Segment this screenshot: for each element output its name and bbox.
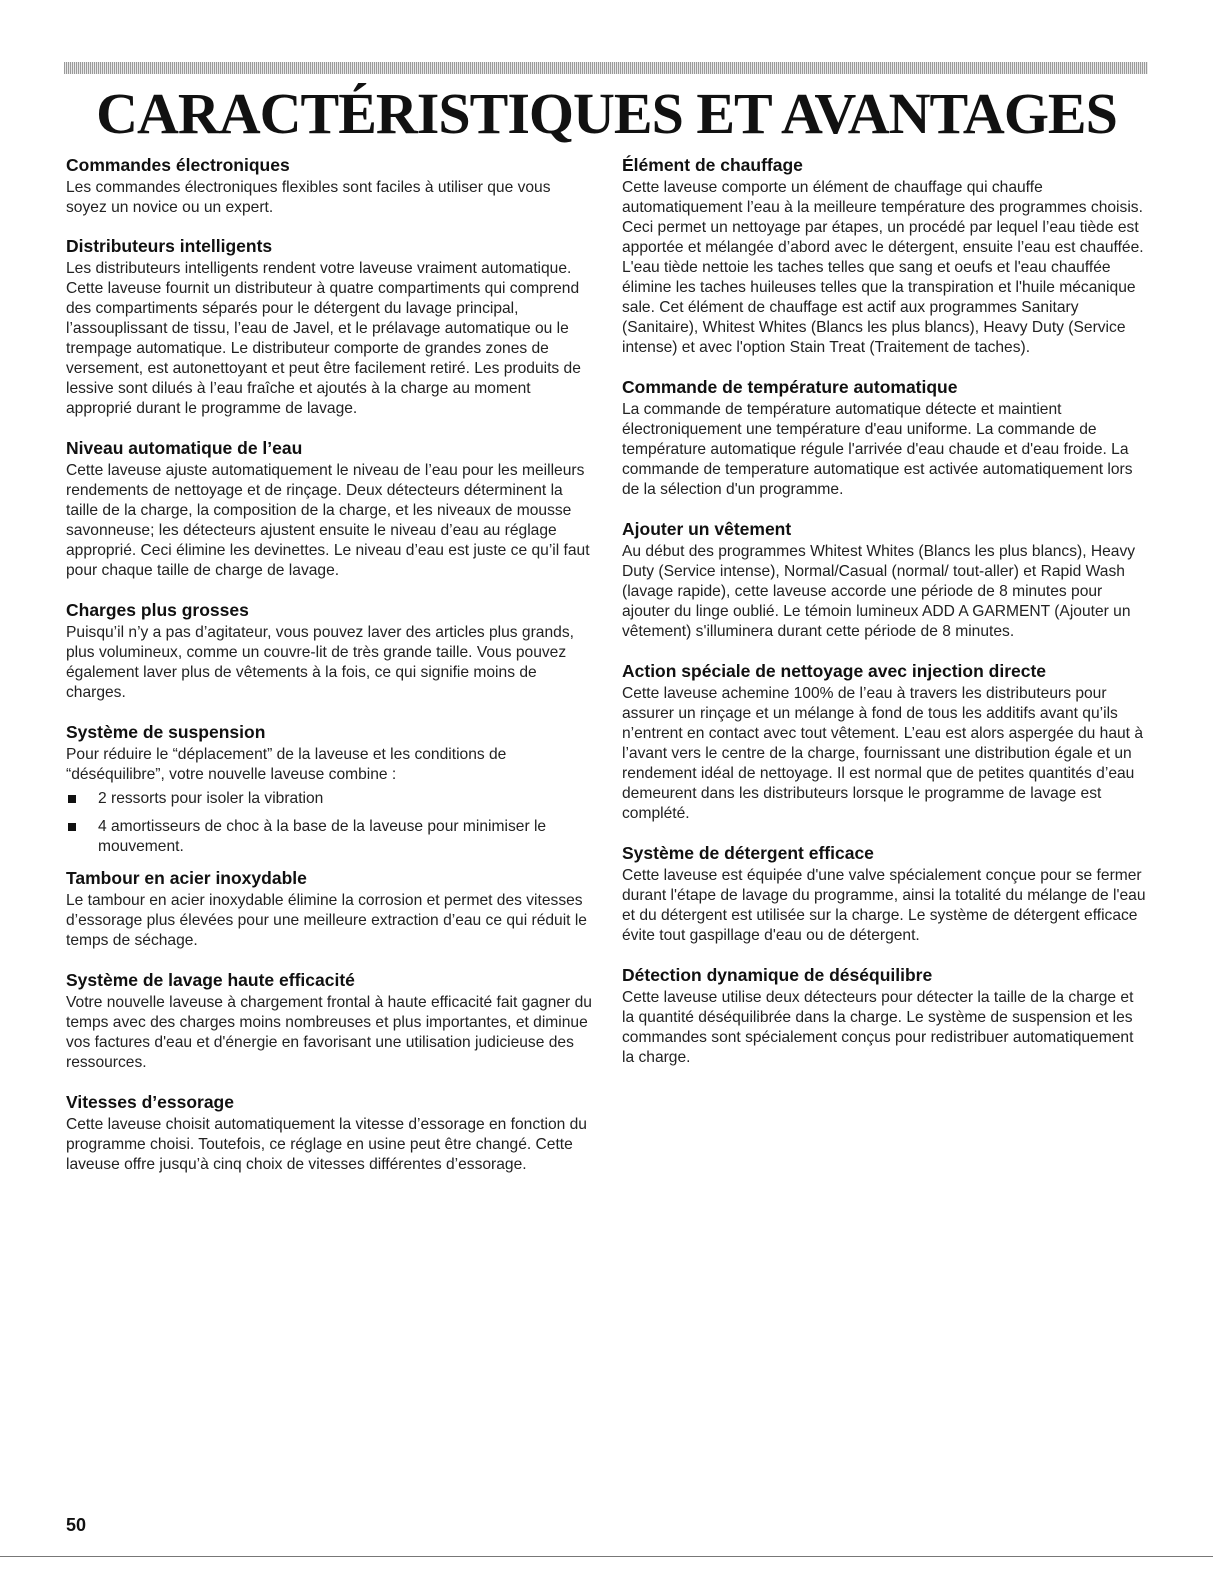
section-heading: Commandes électroniques bbox=[66, 155, 290, 175]
bullet-text: 2 ressorts pour isoler la vibration bbox=[98, 790, 324, 807]
left-column bbox=[66, 154, 594, 1175]
section-heading: Vitesses d’essorage bbox=[66, 1092, 234, 1112]
section-heading: Commande de température automatique bbox=[622, 377, 958, 397]
section-injection-directe bbox=[622, 660, 1148, 824]
bullet-text: 4 amortisseurs de choc à la base de la laveuse pour minimiser le mouvement. bbox=[98, 818, 547, 855]
section-heading: Élément de chauffage bbox=[622, 155, 803, 175]
section-heading: Distributeurs intelligents bbox=[66, 236, 273, 256]
section-body: Cette laveuse utilise deux détecteurs pour détecter la taille de la charge et la quantité déséquilibrée dans la charge. Le système de suspension et les commandes sont spécialement conçus pour redistribuer automatiquement la charge. bbox=[622, 989, 1134, 1066]
section-detergent-efficace bbox=[622, 842, 1148, 946]
section-body: Votre nouvelle laveuse à chargement frontal à haute efficacité fait gagner du temps avec des charges moins nombreuses et plus importantes, et diminue vos factures d'eau et d'énergie en favorisant une utilisation judicieuse des ressources. bbox=[66, 994, 592, 1071]
bullet-item bbox=[66, 817, 594, 857]
bullet-list bbox=[66, 789, 594, 857]
section-body: Cette laveuse achemine 100% de l’eau à travers les distributeurs pour assurer un rinçage et un mélange à fond de tous les additifs avant qu’ils n’entrent en contact avec tout vêtement. L’eau est alors aspergée du haut à l’avant vers le centre de la charge, fournissant une distribution égale et un rendement idéal de nettoyage. Il est normal que de petites quantités d’eau demeurent dans les distributeurs lorsque le programme de lavage est complété. bbox=[622, 685, 1144, 822]
section-tambour-acier bbox=[66, 867, 594, 951]
section-body: Cette laveuse comporte un élément de chauffage qui chauffe automatiquement l’eau à la meilleure température des programmes choisis. Ceci permet un nettoyage par étapes, un procédé par lequel l’eau tiède est apportée et mélangée d’abord avec le détergent, ensuite l’eau est chauffée. L'eau tiède nettoie les taches telles que sang et oeufs et l'eau chauffée élimine les taches huileuses telles que la transpiration et l'huile mécanique sale. Cet élément de chauffage est actif aux programmes Sanitary (Sanitaire), Whitest Whites (Blancs les plus blancs), Heavy Duty (Service intense) et avec l'option Stain Treat (Traitement de taches). bbox=[622, 179, 1144, 356]
section-heading: Action spéciale de nettoyage avec injection directe bbox=[622, 661, 1047, 681]
section-body: Cette laveuse choisit automatiquement la vitesse d’essorage en fonction du programme choisi. Toutefois, ce réglage en usine peut être changé. Cette laveuse offre jusqu’à cinq choix de vitesses différentes d’essorage. bbox=[66, 1116, 587, 1173]
section-heading: Détection dynamique de déséquilibre bbox=[622, 965, 933, 985]
section-ajouter-vetement bbox=[622, 518, 1148, 642]
section-body: Les commandes électroniques flexibles sont faciles à utiliser que vous soyez un novice ou un expert. bbox=[66, 179, 551, 216]
bullet-square-icon bbox=[68, 823, 76, 831]
section-commande-temperature bbox=[622, 376, 1148, 500]
footer-rule bbox=[0, 1556, 1213, 1557]
section-body: Cette laveuse ajuste automatiquement le niveau de l’eau pour les meilleurs rendements de nettoyage et de rinçage. Deux détecteurs déterminent la taille de la charge, la composition de la charge, et les niveaux de mousse savonneuse; les détecteurs ajustent ensuite le niveau d’eau au réglage approprié. Ceci élimine les devinettes. Le niveau d’eau est juste ce qu’il faut pour chaque taille de charge de lavage. bbox=[66, 462, 590, 579]
section-element-chauffage bbox=[622, 154, 1148, 358]
section-heading: Ajouter un vêtement bbox=[622, 519, 792, 539]
section-heading: Charges plus grosses bbox=[66, 600, 249, 620]
bullet-square-icon bbox=[68, 795, 76, 803]
section-heading: Niveau automatique de l’eau bbox=[66, 438, 303, 458]
section-body: Les distributeurs intelligents rendent votre laveuse vraiment automatique. Cette laveuse fournit un distributeur à quatre compartiments qui comprend des compartiments séparés pour le détergent du lavage principal, l’assouplissant de tissu, l’eau de Javel, et le prélavage automatique ou le trempage automatique. Le distributeur comporte de grandes zones de versement, est autonettoyant et peut être facilement retiré. Les produits de lessive sont dilués à l’eau fraîche et ajoutés à la charge au moment approprié durant le programme de lavage. bbox=[66, 260, 581, 417]
section-detection-desequilibre bbox=[622, 964, 1148, 1068]
section-heading: Tambour en acier inoxydable bbox=[66, 868, 307, 888]
header-rule bbox=[64, 62, 1148, 74]
section-heading: Système de lavage haute efficacité bbox=[66, 970, 355, 990]
section-vitesses-essorage bbox=[66, 1091, 594, 1175]
section-body: Puisqu’il n’y a pas d’agitateur, vous pouvez laver des articles plus grands, plus volumineux, comme un couvre-lit de très grande taille. Vous pouvez également laver plus de vêtements à la fois, ce qui signifie moins de charges. bbox=[66, 624, 574, 701]
section-lavage-haute-efficacite bbox=[66, 969, 594, 1073]
right-column bbox=[622, 154, 1148, 1068]
section-body: Pour réduire le “déplacement” de la laveuse et les conditions de “déséquilibre”, votre nouvelle laveuse combine : bbox=[66, 746, 507, 783]
section-distributeurs-intelligents bbox=[66, 235, 594, 419]
section-body: Cette laveuse est équipée d'une valve spécialement conçue pour se fermer durant l'étape de lavage du programme, ainsi la totalité du mélange de l'eau et du détergent est utilisée sur la charge. Le système de détergent efficace évite tout gaspillage d'eau ou de détergent. bbox=[622, 867, 1146, 944]
section-body: Au début des programmes Whitest Whites (Blancs les plus blancs), Heavy Duty (Service intense), Normal/Casual (normal/ tout-aller) et Rapid Wash (lavage rapide), cette laveuse accorde une période de 8 minutes pour ajouter du linge oublié. Le témoin lumineux ADD A GARMENT (Ajouter un vêtement) s'illuminera durant cette période de 8 minutes. bbox=[622, 543, 1136, 640]
section-systeme-suspension bbox=[66, 721, 594, 857]
section-commandes-electroniques bbox=[66, 154, 594, 218]
section-body: La commande de température automatique détecte et maintient électroniquement une température d'eau uniforme. La commande de température automatique régule l'arrivée d'eau chaude et d'eau froide. La commande de temperature automatique est activée automatiquement lors de la sélection d'un programme. bbox=[622, 401, 1133, 498]
section-charges-plus-grosses bbox=[66, 599, 594, 703]
section-heading: Système de suspension bbox=[66, 722, 266, 742]
section-niveau-automatique bbox=[66, 437, 594, 581]
page-number: 50 bbox=[66, 1515, 87, 1535]
section-body: Le tambour en acier inoxydable élimine la corrosion et permet des vitesses d’essorage plus élevées pour une meilleure extraction d’eau ce qui réduit le temps de séchage. bbox=[66, 892, 587, 949]
page-title: CARACTÉRISTIQUES ET AVANTAGES bbox=[96, 81, 1117, 146]
bullet-item bbox=[66, 789, 594, 809]
section-heading: Système de détergent efficace bbox=[622, 843, 874, 863]
